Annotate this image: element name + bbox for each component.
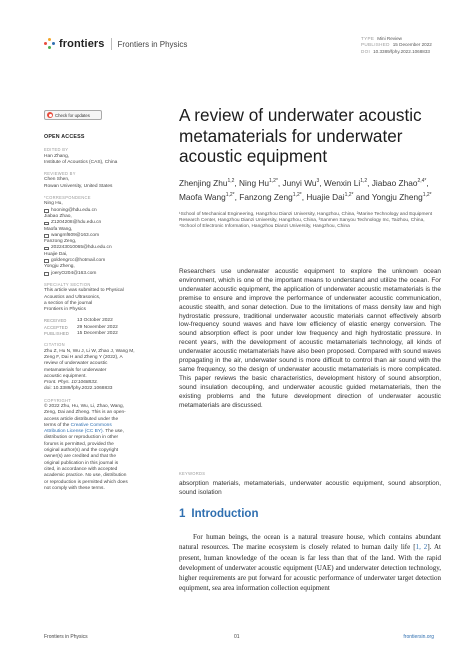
email-icon <box>44 259 49 263</box>
check-for-updates-button[interactable] <box>44 110 102 120</box>
email-text: joeryO204@163.com <box>51 270 97 276</box>
author-affil-sup: 1,2* <box>225 191 235 198</box>
copyright-line: original publication in this journal is <box>44 460 119 466</box>
citation-line: review of underwater acoustic <box>44 361 108 367</box>
author-name: Ning Hu <box>239 177 269 188</box>
edited-by-label: EDITED BY <box>44 147 69 153</box>
email-icon <box>44 209 49 213</box>
citation-line: metamaterials for underwater <box>44 367 107 373</box>
article-header <box>44 36 434 60</box>
copyright-line: original author(s) and the copyright <box>44 448 119 454</box>
article-meta <box>361 36 432 55</box>
copyright-line: owner(s) are credited and that the <box>44 454 116 460</box>
author[interactable] <box>239 178 278 188</box>
meta-published-key: PUBLISHED <box>361 42 390 48</box>
author[interactable] <box>179 192 235 202</box>
intro-text: ]. At present, human knowledge of the ocean is far less than that of the land. With the rapid development of underwater acoustic equipment (UAE) and underwater detection technology, higher requirements are put forward for acoustic performance of underwater target detection equipment, sea area information collection equipment <box>179 543 441 593</box>
citation-link[interactable]: 1, 2 <box>415 543 428 552</box>
correspondent-name: Yongju Zheng, <box>44 264 75 270</box>
copyright-text: terms of the <box>44 422 71 428</box>
correspondent-name: Ning Hu, <box>44 201 63 207</box>
citation-doi[interactable]: doi: 10.3389/fphy.2022.1068833 <box>44 386 113 392</box>
published-label: PUBLISHED <box>44 331 70 337</box>
author[interactable] <box>239 192 301 202</box>
meta-type-key: TYPE <box>361 36 375 41</box>
copyright-line: © 2022 Zhu, Hu, Wu, Li, Zhao, Wang, <box>44 403 125 409</box>
cc-by-link[interactable]: Attribution License (CC BY). <box>44 429 104 435</box>
email-icon <box>44 222 49 226</box>
email-text: wangmf609@163.com <box>51 232 100 238</box>
copyright-line: distribution or reproduction in other <box>44 435 119 441</box>
reviewed-by-label: REVIEWED BY <box>44 171 76 177</box>
section-number: 1 <box>179 508 186 520</box>
correspondent-name: Huajie Dai, <box>44 251 68 257</box>
citation-label: CITATION <box>44 342 65 348</box>
keywords-label: KEYWORDS <box>179 471 206 476</box>
citation-line: acoustic equipment. <box>44 373 87 379</box>
author-name: Maofa Wang <box>179 191 226 202</box>
author-name: Yongju Zheng <box>371 191 423 202</box>
abstract: Researchers use underwater acoustic equipment to explore the unknown ocean environment, which is one of the important means to understand and utilize the ocean. For underwater acoustic equipment, the application of underwater acoustic metamaterials is the premise to ensure and improve the performance of underwater acoustic communication, acoustic stealth, and sonar detection. Due to the limitations of mass density law and high hydrostatic pressure, traditional underwater acoustic materials cannot effectively absorb low-frequency sound waves and have low efficiency of elastic energy conversion. The sound absorption effect is poor under low frequency and high hydrostatic pressure. In recent years, with the development of acoustic metamaterials technology, all kinds of underwater acoustic metamaterials have also been proposed. Compared with sound waves propagating in the air, underwater sound is more difficult to control than air sound with the same frequency, so the design of underwater acoustic metamaterials is more complicated. This paper reviews the basic characteristics, development history of sound absorption, sound insulation decoupling, and underwater acoustic guided metamaterials, then the existing problems and the future development direction of underwater acoustic metamaterials are discussed. <box>179 268 441 409</box>
author-name: Huajie Dai <box>306 191 345 202</box>
journal-logo[interactable] <box>44 38 187 50</box>
footer-journal: Frontiers in Physics <box>44 634 88 640</box>
specialty-line: a section of the journal <box>44 300 93 306</box>
specialty-line: This article was submitted to Physical <box>44 288 124 294</box>
author[interactable] <box>306 192 353 202</box>
accepted-label: ACCEPTED <box>44 324 68 330</box>
copyright-text: The use, <box>104 429 124 435</box>
author[interactable] <box>324 178 367 188</box>
email-text: 202243010065@hdu.edu.cn <box>51 245 112 251</box>
copyright-line: access article distributed under the <box>44 416 119 422</box>
author-name: Fanzong Zeng <box>239 191 293 202</box>
email-icon <box>44 234 49 238</box>
accepted-value: 29 November 2022 <box>77 324 118 330</box>
correspondent-name: Jiabao Zhao, <box>44 213 72 219</box>
frontiers-logo-icon <box>44 38 56 50</box>
email-text: Z1204208@hdu.edu.cn <box>51 220 102 226</box>
open-access-label: OPEN ACCESS <box>44 134 85 140</box>
author-affil-sup: 2,4* <box>417 178 427 184</box>
author-affil-sup: 1,2* <box>292 191 302 198</box>
copyright-line: not comply with these terms. <box>44 485 105 491</box>
author-affil-sup: 3 <box>316 178 320 184</box>
email-text: hooning@hdu.edu.cn <box>51 207 97 213</box>
article-sidebar <box>44 134 150 492</box>
author[interactable] <box>283 178 320 188</box>
reviewer-affiliation: Rowan University, United States <box>44 183 113 189</box>
author-affil-sup: 1,2 <box>227 178 235 184</box>
author-name: Wenxin Li <box>323 177 361 188</box>
check-updates-label: Check for updates <box>55 112 90 118</box>
check-updates-icon <box>47 112 53 118</box>
meta-type-value: Mini Review <box>377 36 402 41</box>
page-number: 01 <box>234 634 240 640</box>
email-icon <box>44 272 49 276</box>
copyright-line: or reproduction is permitted which does <box>44 479 128 485</box>
correspondent-name: Maofa Wang, <box>44 226 73 232</box>
email-icon <box>44 247 49 251</box>
correspondent-name: Fanzong Zeng, <box>44 239 77 245</box>
cc-link[interactable]: Creative Commons <box>70 422 112 428</box>
logo-text: frontiers <box>59 38 105 50</box>
reviewer-name: Chen Shen, <box>44 177 70 183</box>
author-affil-sup: 1,2* <box>422 191 432 198</box>
author-affil-sup: 1,2* <box>269 178 278 184</box>
meta-published-value: 15 December 2022 <box>392 42 432 48</box>
author-list: Zhenjing Zhu$^{1,2}$, Ning $Hu^{1,2*}$, Junyi Wu$^3$, Wenxin Li$^{1,2}$, Jiabao Zhao$^{2,4*}$, Maofa Wang$^{1,2*}$, Fanzong Zeng$^{1,2*}$, Huajie Dai$^{1,2*}$ and Yongju Zheng$^{1,2*}$ <box>179 177 432 202</box>
copyright-line: forums is permitted, provided the <box>44 441 114 447</box>
author-name: Junyi Wu <box>282 177 317 188</box>
citation-line: Front. Phys. 10:1068833. <box>44 380 98 386</box>
author-affil-sup: 1,2 <box>360 178 368 184</box>
author[interactable] <box>372 178 427 188</box>
published-value: 15 December 2022 <box>77 331 118 337</box>
footer-website-link[interactable]: frontiersin.org <box>403 634 434 640</box>
correspondent-email[interactable] <box>44 271 150 277</box>
specialty-line: Acoustics and Ultrasonics, <box>44 294 101 300</box>
author-affil-sup: 1,2* <box>344 191 354 198</box>
specialty-line: Frontiers in Physics <box>44 307 86 313</box>
specialty-label: SPECIALTY SECTION <box>44 281 91 287</box>
received-value: 13 October 2022 <box>77 318 113 324</box>
email-text: goldengrcc@hotmail.com <box>51 258 106 264</box>
affiliations: ¹School of Mechanical Engineering, Hangzhou Dianzi University, Hangzhou, China, ²Marine Technology and Equipment Research Center, Hangzhou Dianzi University, Hangzhou, China, ³Sanmen Sanyou Technology Inc, Taizhou, China, ⁴School of Electronic Information, Hangzhou Dianzi University, Hangzhou, China <box>179 212 433 230</box>
author-name: Zhenjing Zhu <box>179 177 228 188</box>
author[interactable] <box>372 192 432 202</box>
editor-affiliation: Institute of Acoustics (CAS), China <box>44 159 118 165</box>
meta-doi-key: DOI <box>361 48 371 54</box>
copyright-line: Zeng, Dai and Zheng. This is an open- <box>44 410 126 416</box>
keywords: absorption materials, metamaterials, underwater acoustic equipment, sound absorption, sound isolation <box>179 480 441 496</box>
meta-doi-value[interactable]: 10.3389/fphy.2022.1068833 <box>373 48 430 54</box>
logo-divider <box>111 38 112 50</box>
article-title: A review of underwater acoustic metamaterials for underwater acoustic equipment <box>179 105 422 166</box>
intro-text: For human beings, the ocean is a natural treasure house, which contains abundant natural resources. The marine ecosystem is closely related to human daily life [ <box>179 533 441 552</box>
citation-line: Zhu Z, Hu N, Wu J, Li W, Zhao J, Wang M, <box>44 348 135 354</box>
editor-name: Han Zhang, <box>44 153 70 159</box>
citation-line: Zeng F, Dai H and Zheng Y (2022), A <box>44 354 123 360</box>
correspondence-label: *CORRESPONDENCE <box>44 195 91 201</box>
published-date <box>44 331 150 337</box>
copyright-line: academic practice. No use, distribution <box>44 473 127 479</box>
copyright-label: COPYRIGHT <box>44 397 72 403</box>
copyright-line: cited, in accordance with accepted <box>44 466 118 472</box>
author-name: Jiabao Zhao <box>371 177 418 188</box>
author[interactable] <box>179 178 234 188</box>
intro-paragraph <box>179 532 441 594</box>
dates-block <box>44 318 150 337</box>
section-heading <box>179 508 264 520</box>
journal-name: Frontiers in Physics <box>117 39 188 49</box>
section-title: Introduction <box>191 508 259 520</box>
received-label: RECEIVED <box>44 318 67 324</box>
